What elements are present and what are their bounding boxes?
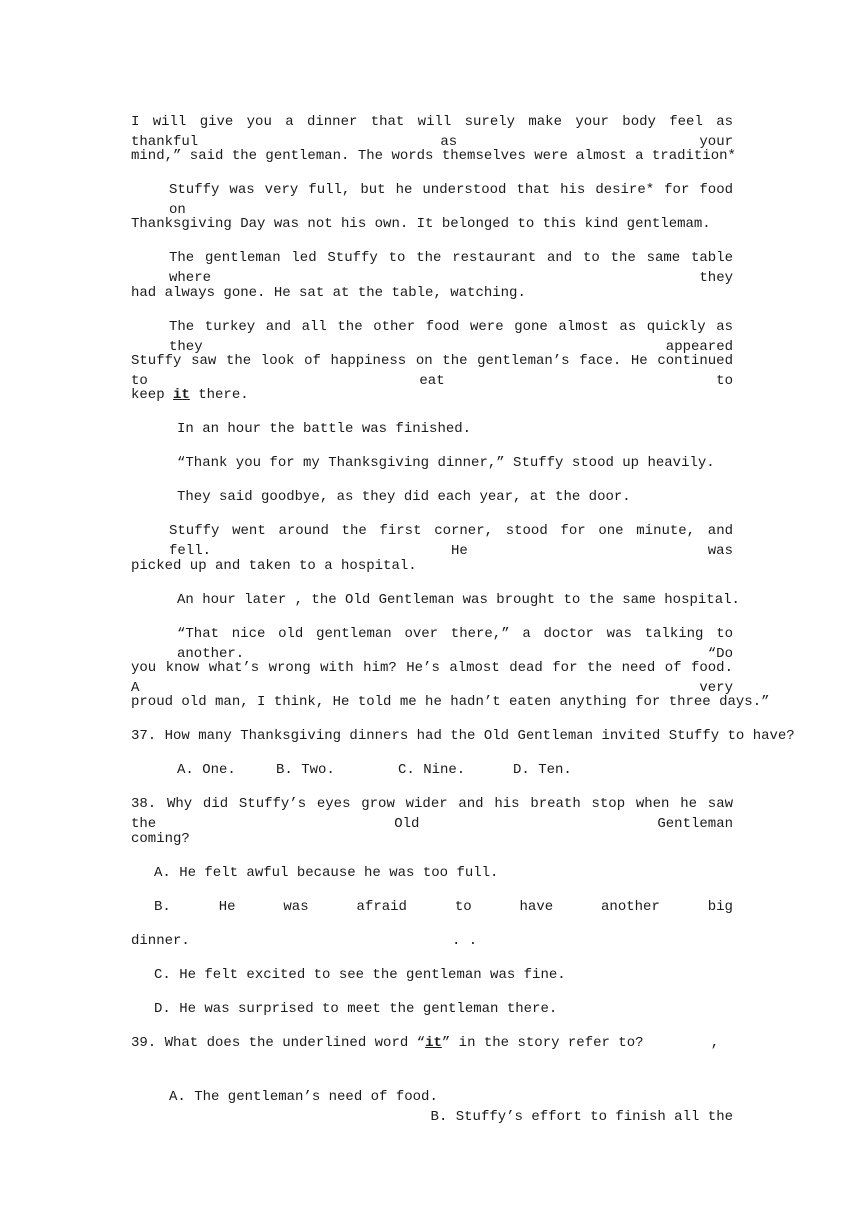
option-a: A. One.	[177, 762, 236, 778]
story-line: “That nice old gentleman over there,” a doctor was talking to another. “Do	[177, 626, 733, 662]
question-39-options	[169, 1067, 733, 1125]
option-b: B. Stuffy’s effort to finish all the	[430, 1109, 733, 1125]
question-38: coming?	[131, 831, 190, 847]
question-39	[131, 1033, 733, 1053]
story-line	[131, 385, 733, 405]
story-line: Stuffy went around the first corner, stood for one minute, and fell. He was	[169, 523, 733, 559]
underlined-word-it: it	[425, 1035, 442, 1051]
option-word: He	[218, 899, 236, 915]
question-37-options	[177, 760, 737, 780]
option-c: C. Nine.	[398, 762, 466, 778]
story-line: The gentleman led Stuffy to the restaurant and to the same table where they	[169, 250, 733, 286]
story-line: you know what’s wrong with him? He’s almost dead for the need of food. A very	[131, 660, 733, 696]
option-a: A. He felt awful because he was too full.	[154, 865, 499, 881]
question-37: 37. How many Thanksgiving dinners had the Old Gentleman invited Stuffy to have?	[131, 728, 795, 744]
option-b: B. Two.	[276, 762, 335, 778]
story-line: picked up and taken to a hospital.	[131, 558, 417, 574]
story-line: mind,” said the gentleman. The words themselves were almost a tradition*	[131, 148, 736, 164]
story-text: keep	[131, 387, 174, 403]
option-d: D. He was surprised to meet the gentleman there.	[154, 1001, 558, 1017]
option-word: big	[707, 899, 733, 915]
option-word: have	[519, 899, 554, 915]
story-line: had always gone. He sat at the table, watching.	[131, 285, 526, 301]
story-line: In an hour the battle was finished.	[177, 421, 472, 437]
question-38: 38. Why did Stuffy’s eyes grow wider and his breath stop when he saw the Old Gentleman	[131, 796, 733, 832]
story-line: I will give you a dinner that will surely make your body feel as thankful as your	[131, 114, 733, 150]
option-word: another	[601, 899, 660, 915]
story-line: Thanksgiving Day was not his own. It belonged to this kind gentlemam.	[131, 216, 711, 232]
question-text: ” in the story refer to? ,	[441, 1035, 720, 1051]
story-text: there.	[189, 387, 249, 403]
option-word: to	[454, 899, 472, 915]
question-text: 39. What does the underlined word “	[131, 1035, 426, 1051]
option-word: B.	[154, 899, 171, 915]
story-line: Stuffy was very full, but he understood that his desire* for food on	[169, 182, 733, 218]
story-line: Stuffy saw the look of happiness on the gentleman’s face. He continued to eat to	[131, 353, 733, 389]
story-line: “Thank you for my Thanksgiving dinner,” Stuffy stood up heavily.	[177, 455, 715, 471]
story-line: An hour later , the Old Gentleman was brought to the same hospital.	[177, 592, 740, 608]
option-word: was	[283, 899, 309, 915]
option-b-continued: dinner.	[131, 933, 190, 949]
option-b	[154, 897, 733, 917]
underlined-word-it: it	[173, 387, 190, 403]
stray-dots: . .	[452, 933, 478, 949]
story-line: The turkey and all the other food were gone almost as quickly as they appeared	[169, 319, 733, 355]
story-line: proud old man, I think, He told me he hadn’t eaten anything for three days.”	[131, 694, 770, 710]
option-a: A. The gentleman’s need of food.	[169, 1089, 438, 1105]
story-line: They said goodbye, as they did each year, at the door.	[177, 489, 631, 505]
option-d: D. Ten.	[513, 762, 572, 778]
option-word: afraid	[356, 899, 407, 915]
option-c: C. He felt excited to see the gentleman was fine.	[154, 967, 566, 983]
